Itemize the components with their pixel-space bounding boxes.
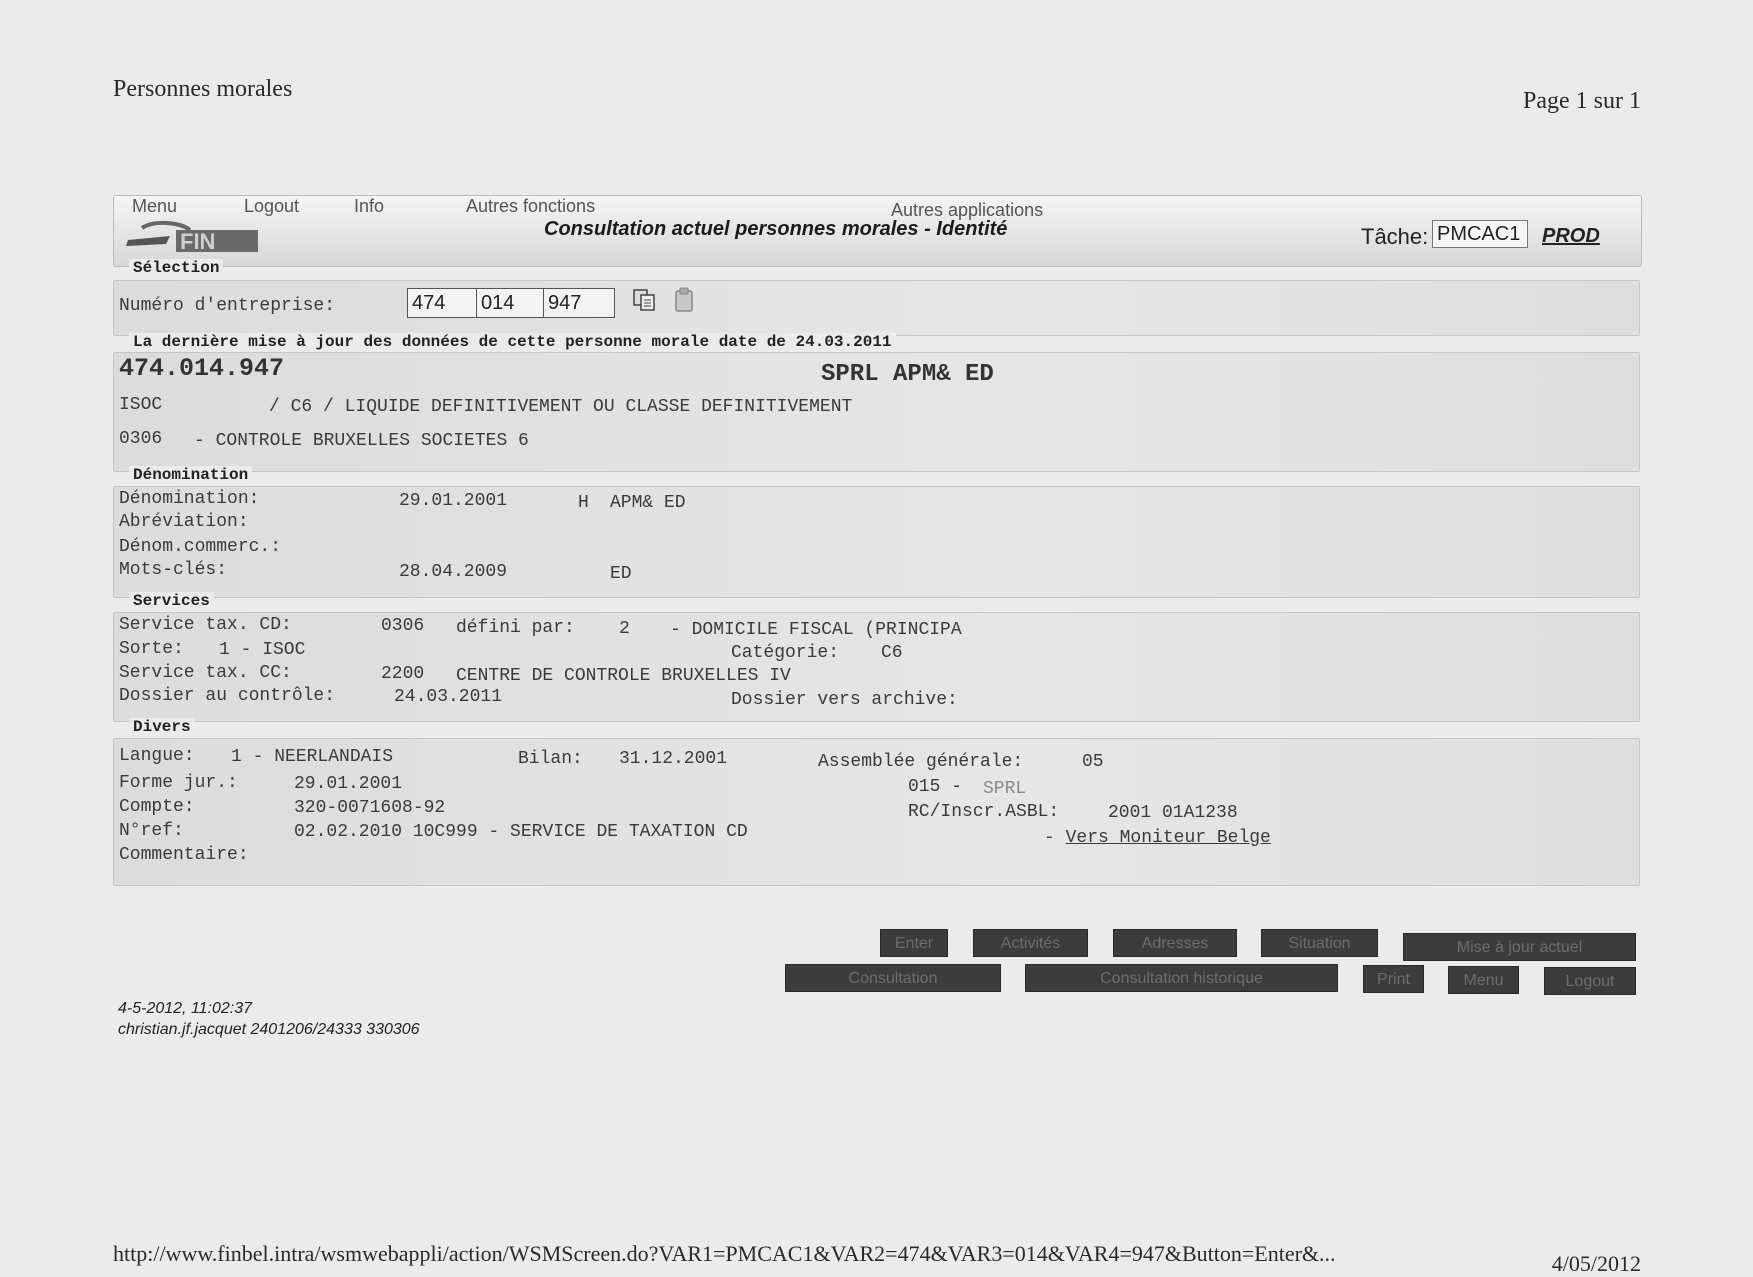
- services-legend: Services: [129, 592, 214, 610]
- last-update-legend: La dernière mise à jour des données de cette personne morale date de 24.03.2011: [129, 333, 896, 351]
- moniteur-prefix: -: [1044, 828, 1055, 848]
- tax-service-cc-label: Service tax. CC:: [119, 663, 292, 683]
- enterprise-number: 474.014.947: [119, 354, 285, 383]
- svg-text:FIN: FIN: [180, 229, 216, 254]
- enterprise-number-label: Numéro d'entreprise:: [119, 296, 336, 316]
- copy-icon[interactable]: [632, 288, 658, 312]
- tax-service-cd-label: Service tax. CD:: [119, 615, 292, 635]
- print-page-number: Page 1 sur 1: [1523, 88, 1641, 114]
- moniteur-link-row: [1044, 828, 1271, 848]
- keywords-label: Mots-clés:: [119, 560, 228, 580]
- reference-label: N°ref:: [119, 821, 184, 841]
- defined-by-text: - DOMICILE FISCAL (PRINCIPA: [670, 620, 962, 640]
- general-assembly-label: Assemblée générale:: [818, 752, 1024, 772]
- audit-info: [118, 998, 420, 1040]
- general-assembly-value: 05: [1082, 752, 1104, 772]
- control-office-code: 0306: [119, 429, 163, 449]
- registration-value: 2001 01A1238: [1108, 803, 1238, 823]
- history-consultation-button[interactable]: Consultation historique: [1025, 964, 1338, 992]
- language-label: Langue:: [119, 746, 195, 766]
- legal-form-date: 29.01.2001: [294, 774, 403, 794]
- tax-service-cc-code: 2200: [381, 664, 425, 684]
- category-value: C6: [881, 643, 903, 663]
- control-office-name: - CONTROLE BRUXELLES SOCIETES 6: [194, 431, 529, 451]
- enter-button[interactable]: Enter: [880, 929, 948, 957]
- enterprise-number-part2[interactable]: [476, 288, 544, 318]
- balance-label: Bilan:: [518, 749, 583, 769]
- sort-label: Sorte:: [119, 639, 184, 659]
- dossier-control-date: 24.03.2011: [394, 687, 503, 707]
- legal-form-code: 015 -: [908, 777, 963, 797]
- language-value: 1 - NEERLANDAIS: [231, 747, 394, 767]
- account-value: 320-0071608-92: [294, 798, 446, 818]
- enterprise-number-part3[interactable]: [543, 288, 615, 318]
- denomination-panel: [113, 486, 1640, 598]
- keywords-date: 28.04.2009: [399, 562, 508, 582]
- misc-legend: Divers: [129, 718, 195, 736]
- denomination-legend: Dénomination: [129, 466, 252, 484]
- tax-service-cd-code: 0306: [381, 616, 425, 636]
- task-input[interactable]: [1432, 220, 1528, 248]
- print-footer-url: http://www.finbel.intra/wsmwebappli/action/WSMScreen.do?VAR1=PMCAC1&VAR2=474&VAR3=014&VAR4=947&Button=Enter&...: [113, 1241, 1336, 1266]
- menu-button[interactable]: Menu: [1448, 966, 1519, 994]
- dossier-control-label: Dossier au contrôle:: [119, 686, 336, 706]
- other-applications-link[interactable]: Autres applications: [891, 200, 1044, 220]
- addresses-button[interactable]: Adresses: [1113, 929, 1237, 957]
- situation-button[interactable]: Situation: [1261, 929, 1378, 957]
- menu-link[interactable]: Menu: [132, 196, 178, 216]
- legal-form-label: Forme jur.:: [119, 773, 238, 793]
- reference-value: 02.02.2010 10C999 - SERVICE DE TAXATION CD: [294, 822, 748, 842]
- commercial-name-label: Dénom.commerc.:: [119, 537, 282, 557]
- keywords-value: ED: [610, 564, 632, 584]
- activities-button[interactable]: Activités: [973, 929, 1088, 957]
- defined-by-value: 2: [619, 619, 630, 639]
- dossier-archive-label: Dossier vers archive:: [731, 690, 958, 710]
- account-label: Compte:: [119, 797, 195, 817]
- tax-service-cc-name: CENTRE DE CONTROLE BRUXELLES IV: [456, 666, 791, 686]
- audit-timestamp: 4-5-2012, 11:02:37: [118, 1000, 253, 1017]
- moniteur-belge-link[interactable]: Vers Moniteur Belge: [1065, 828, 1271, 848]
- selection-panel: [113, 280, 1640, 336]
- environment-link[interactable]: PROD: [1542, 225, 1600, 247]
- denomination-value: APM& ED: [610, 493, 686, 513]
- logout-link[interactable]: Logout: [244, 196, 300, 216]
- task-label: Tâche:: [1361, 224, 1429, 249]
- comment-label: Commentaire:: [119, 845, 249, 865]
- denomination-date: 29.01.2001: [399, 491, 508, 511]
- category-label: Catégorie:: [731, 643, 840, 663]
- consultation-button[interactable]: Consultation: [785, 964, 1001, 992]
- app-header-bar: [113, 195, 1642, 267]
- screen-title: Consultation actuel personnes morales - Identité: [544, 218, 1008, 240]
- status-text: / C6 / LIQUIDE DEFINITIVEMENT OU CLASSE DEFINITIVEMENT: [269, 397, 853, 417]
- audit-user: christian.jf.jacquet 2401206/24333 330306: [118, 1021, 420, 1038]
- sort-value: 1 - ISOC: [219, 640, 306, 660]
- abbreviation-label: Abréviation:: [119, 512, 249, 532]
- defined-by-label: défini par:: [456, 618, 575, 638]
- denomination-label: Dénomination:: [119, 489, 260, 509]
- registration-label: RC/Inscr.ASBL:: [908, 802, 1060, 822]
- info-link[interactable]: Info: [354, 196, 385, 216]
- logout-button[interactable]: Logout: [1544, 967, 1636, 995]
- legal-form-text: SPRL: [983, 779, 1027, 799]
- update-current-button[interactable]: Mise à jour actuel: [1403, 933, 1636, 961]
- other-functions-link[interactable]: Autres fonctions: [466, 196, 596, 216]
- enterprise-number-part1[interactable]: [407, 288, 477, 318]
- tax-regime-code: ISOC: [119, 395, 163, 415]
- selection-legend: Sélection: [129, 259, 223, 277]
- finbel-logo: [120, 214, 270, 256]
- print-button[interactable]: Print: [1363, 965, 1424, 993]
- print-header-title: Personnes morales: [113, 76, 293, 102]
- balance-date: 31.12.2001: [619, 749, 728, 769]
- denomination-code: H: [578, 493, 589, 513]
- company-name: SPRL APM& ED: [821, 361, 994, 388]
- print-footer-date: 4/05/2012: [1551, 1251, 1641, 1276]
- paste-icon[interactable]: [673, 287, 695, 313]
